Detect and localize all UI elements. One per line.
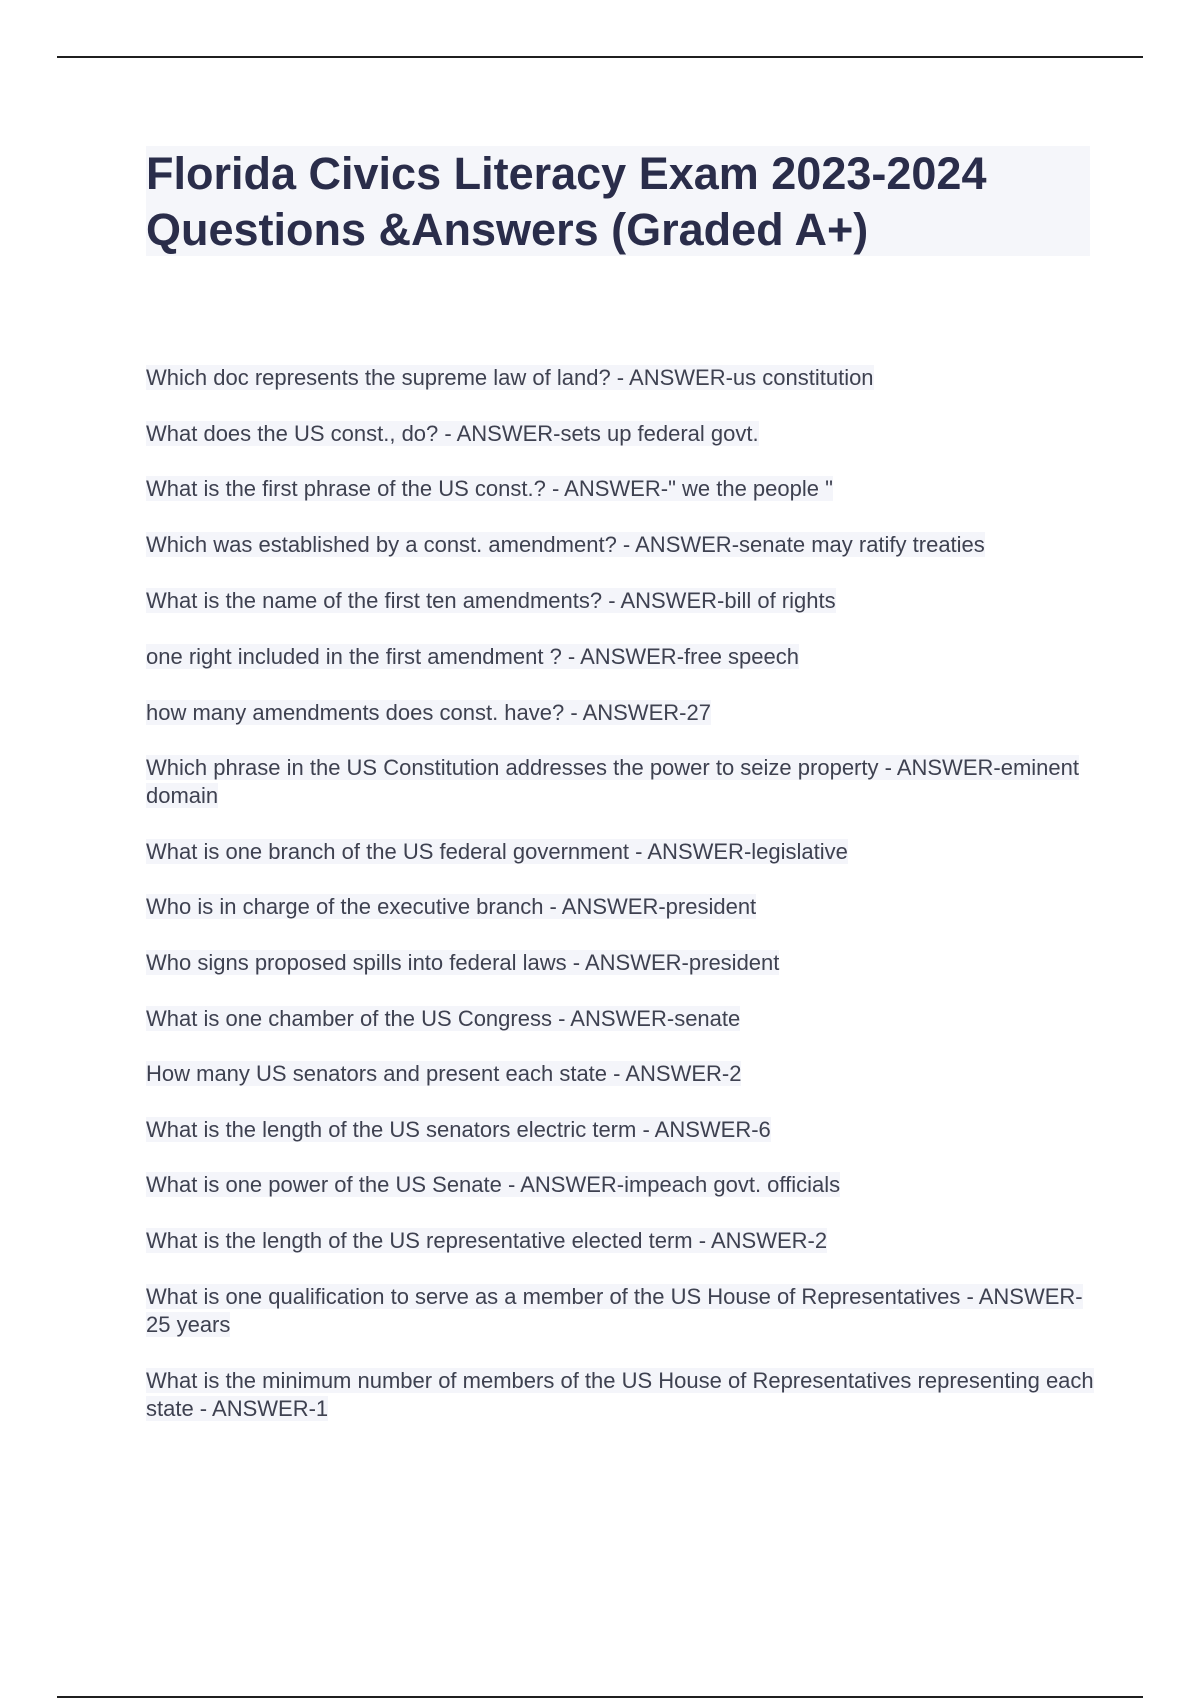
qa-item <box>146 949 1096 977</box>
qa-text: What is one branch of the US federal government - ANSWER-legislative <box>146 839 848 864</box>
qa-item <box>146 754 1096 810</box>
qa-item <box>146 1227 1096 1255</box>
qa-text: What is one power of the US Senate - ANSWER-impeach govt. officials <box>146 1172 841 1197</box>
qa-text: Who is in charge of the executive branch - ANSWER-president <box>146 894 757 919</box>
document-title: Florida Civics Literacy Exam 2023-2024 Questions &Answers (Graded A+) <box>146 148 987 255</box>
qa-item <box>146 475 1096 503</box>
qa-text: Which doc represents the supreme law of land? - ANSWER-us constitution <box>146 365 874 390</box>
qa-item <box>146 1367 1096 1423</box>
qa-item <box>146 587 1096 615</box>
title-block <box>146 146 1090 256</box>
qa-text: how many amendments does const. have? - ANSWER-27 <box>146 700 711 725</box>
qa-text: What is the length of the US senators electric term - ANSWER-6 <box>146 1117 771 1142</box>
qa-text: What is the minimum number of members of the US House of Representatives representing each state - ANSWER-1 <box>146 1368 1094 1421</box>
qa-text: What is the name of the first ten amendments? - ANSWER-bill of rights <box>146 588 836 613</box>
qa-text: Which phrase in the US Constitution addresses the power to seize property - ANSWER-eminent domain <box>146 755 1079 808</box>
qa-text: How many US senators and present each state - ANSWER-2 <box>146 1061 742 1086</box>
qa-item <box>146 531 1096 559</box>
qa-item <box>146 1116 1096 1144</box>
qa-text: What does the US const., do? - ANSWER-sets up federal govt. <box>146 421 759 446</box>
qa-text: What is one qualification to serve as a member of the US House of Representatives - ANSWER-25 years <box>146 1284 1083 1337</box>
qa-text: one right included in the first amendment ? - ANSWER-free speech <box>146 644 799 669</box>
qa-list <box>146 364 1096 1423</box>
bottom-divider <box>57 1696 1143 1698</box>
qa-text: What is the length of the US representative elected term - ANSWER-2 <box>146 1228 828 1253</box>
qa-item <box>146 838 1096 866</box>
qa-item <box>146 699 1096 727</box>
qa-item <box>146 643 1096 671</box>
qa-item <box>146 420 1096 448</box>
qa-item <box>146 1005 1096 1033</box>
qa-item <box>146 1171 1096 1199</box>
qa-item <box>146 1060 1096 1088</box>
qa-text: Who signs proposed spills into federal laws - ANSWER-president <box>146 950 780 975</box>
qa-item <box>146 893 1096 921</box>
qa-text: What is the first phrase of the US const.? - ANSWER-" we the people " <box>146 476 833 501</box>
qa-text: Which was established by a const. amendment? - ANSWER-senate may ratify treaties <box>146 532 985 557</box>
qa-text: What is one chamber of the US Congress - ANSWER-senate <box>146 1006 741 1031</box>
qa-item <box>146 364 1096 392</box>
top-divider <box>57 56 1143 58</box>
qa-item <box>146 1283 1096 1339</box>
